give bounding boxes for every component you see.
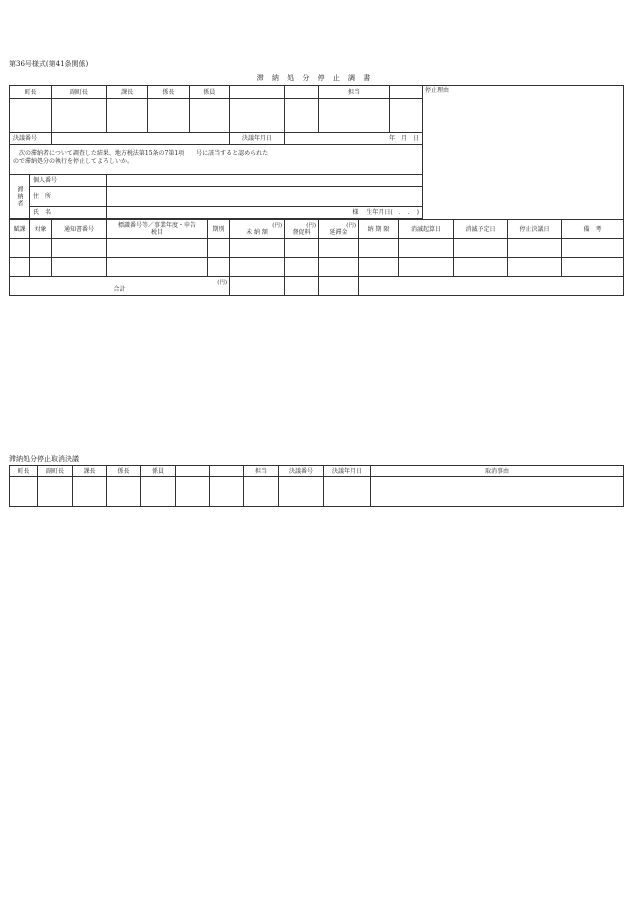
stamp-in-charge[interactable] xyxy=(319,99,390,132)
cancel-header-staff: 係員 xyxy=(141,466,176,477)
cancel-stamp-row[interactable] xyxy=(10,477,624,507)
col-item-line-2: 税目 xyxy=(150,229,163,236)
cancel-reason-value[interactable] xyxy=(371,477,624,507)
col-stop-date: 停止決議日 xyxy=(508,220,562,239)
personal-no-value[interactable] xyxy=(107,175,423,187)
delay-label: 延滞金 xyxy=(329,228,348,236)
cancel-decision-no-value[interactable] xyxy=(279,477,324,507)
delinquent-label: 滞納者 xyxy=(16,186,23,207)
fee-unit: (円) xyxy=(306,222,316,229)
table-row[interactable] xyxy=(10,258,624,277)
stop-reason-label: 停止理由 xyxy=(425,87,450,94)
address-label: 住 所 xyxy=(30,187,107,207)
cancel-table xyxy=(9,465,624,507)
decision-date-label: 決議年月日 xyxy=(230,133,285,145)
stamp-deputy[interactable] xyxy=(52,99,107,133)
cancel-stamp-in-charge[interactable] xyxy=(244,477,279,507)
cancel-header-blank-2 xyxy=(210,466,244,477)
cancel-header-blank-1 xyxy=(176,466,210,477)
cancel-stamp-blank-2[interactable] xyxy=(210,477,244,507)
fee-label: 督促料 xyxy=(292,228,311,236)
col-due: 納 期 限 xyxy=(359,220,399,239)
cancel-stamp-deputy[interactable] xyxy=(38,477,73,507)
cancel-header-reason: 取消事由 xyxy=(371,466,624,477)
col-start: 消滅起算日 xyxy=(399,220,454,239)
cancel-stamp-chief[interactable] xyxy=(107,477,141,507)
total-fee[interactable] xyxy=(285,277,319,296)
cancel-header-decision-no: 決議番号 xyxy=(279,466,324,477)
col-planned: 消滅予定日 xyxy=(454,220,508,239)
approval-label-deputy: 副町長 xyxy=(52,86,107,99)
approval-label-chief: 係長 xyxy=(148,86,189,98)
total-label-cell xyxy=(10,277,230,296)
col-delay xyxy=(319,220,359,239)
approval-label-mayor: 町長 xyxy=(10,86,52,99)
statement-line-1: 次の滞納者について調査した結果、地方税法第15条の7第1項 号に該当すると認められた xyxy=(19,150,269,157)
stamp-blank-1[interactable] xyxy=(230,99,285,133)
approval-label-blank-1 xyxy=(230,86,285,99)
stamp-chief[interactable] xyxy=(148,99,189,132)
statement-text xyxy=(10,145,423,175)
cancel-stamp-manager[interactable] xyxy=(73,477,107,507)
stamp-mayor[interactable] xyxy=(10,99,52,133)
total-remaining xyxy=(359,277,624,296)
total-unit: (円) xyxy=(217,279,227,286)
col-fee xyxy=(285,220,319,239)
cancel-header-chief: 係長 xyxy=(107,466,141,477)
cancel-header-mayor: 町長 xyxy=(10,466,38,477)
main-form-table xyxy=(9,85,624,219)
stop-reason-cell[interactable] xyxy=(423,86,624,220)
name-value[interactable] xyxy=(107,207,423,219)
approval-label-in-charge: 担当 xyxy=(319,86,390,98)
col-item xyxy=(107,220,208,239)
birth-date-label: 生年月日( ． ． ) xyxy=(366,209,420,216)
col-unpaid xyxy=(230,220,285,239)
decision-date-value[interactable]: 年 月 日 xyxy=(285,133,423,145)
unpaid-unit: (円) xyxy=(272,222,282,229)
form-number: 第36号様式(第41条関係) xyxy=(9,60,89,68)
stamp-blank-2[interactable] xyxy=(285,99,319,133)
delay-unit: (円) xyxy=(346,222,356,229)
approval-label-manager: 課長 xyxy=(107,86,148,98)
statement-line-2: ので滞納処分の執行を停止してよろしいか。 xyxy=(13,158,134,165)
form-title: 滞 納 処 分 停 止 調 書 xyxy=(256,74,374,82)
name-label: 氏 名 xyxy=(30,207,107,219)
total-unpaid[interactable] xyxy=(230,277,285,296)
cancel-header-deputy: 副町長 xyxy=(38,466,73,477)
cancel-decision-date-value[interactable] xyxy=(324,477,371,507)
cancel-stamp-blank-1[interactable] xyxy=(176,477,210,507)
cancel-title: 滞納処分停止取消決議 xyxy=(9,455,79,463)
personal-no-label: 個人番号 xyxy=(30,175,107,187)
detail-table xyxy=(9,219,624,296)
col-remarks: 備 考 xyxy=(562,220,624,239)
cancel-stamp-staff[interactable] xyxy=(141,477,176,507)
cancel-stamp-mayor[interactable] xyxy=(10,477,38,507)
cancel-header-manager: 課長 xyxy=(73,466,107,477)
approval-label-staff: 係員 xyxy=(203,88,216,96)
stamp-staff[interactable] xyxy=(189,99,229,132)
col-period: 期別 xyxy=(208,220,230,239)
stamp-manager[interactable] xyxy=(107,99,148,132)
total-delay[interactable] xyxy=(319,277,359,296)
cancel-header-decision-date: 決議年月日 xyxy=(324,466,371,477)
col-item-line-1: 標識番号等／事業年度・申告 xyxy=(117,222,196,229)
approval-label-blank-2 xyxy=(285,86,319,99)
col-target: 対象 xyxy=(30,220,52,239)
col-tax: 賦課 xyxy=(10,220,30,239)
col-notice-no: 通知書番号 xyxy=(52,220,107,239)
total-label: 合計 xyxy=(113,285,126,293)
table-row[interactable] xyxy=(10,239,624,258)
name-suffix: 様 xyxy=(352,209,359,216)
decision-no-label: 決議番号 xyxy=(10,133,52,145)
address-value[interactable] xyxy=(107,187,423,207)
cancel-header-in-charge: 担当 xyxy=(244,466,279,477)
unpaid-label: 未 納 額 xyxy=(246,228,268,236)
decision-no-value[interactable] xyxy=(52,133,230,145)
delinquent-label-cell xyxy=(10,175,30,219)
